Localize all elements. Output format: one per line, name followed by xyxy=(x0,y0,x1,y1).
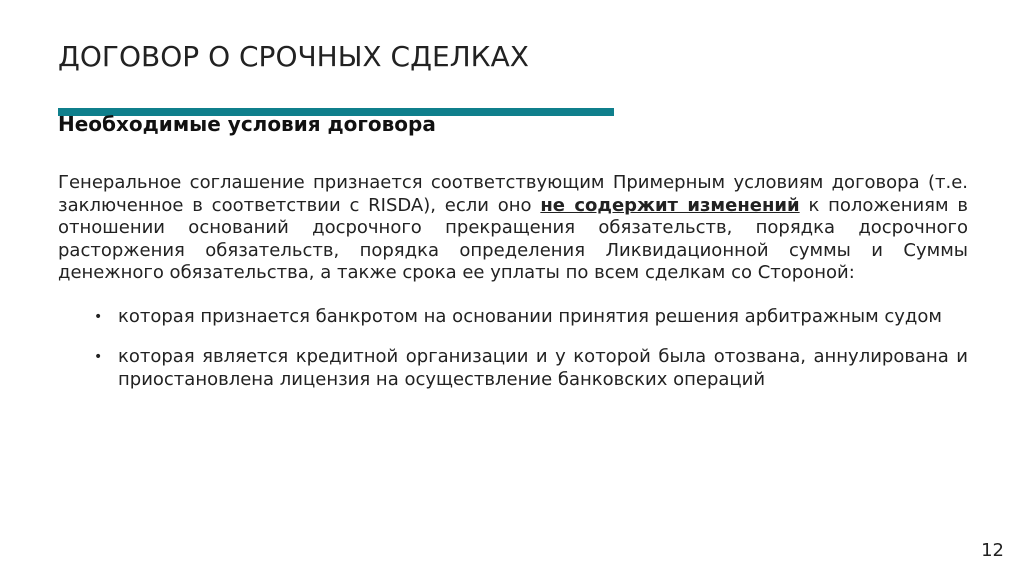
page-number: 12 xyxy=(981,540,1004,561)
bullet-item xyxy=(58,306,968,329)
bullet-text: которая признается банкротом на основании принятия решения арбитражным судом xyxy=(118,305,942,327)
bullet-text: которая является кредитной организации и у которой была отозвана, аннулирована и приостановлена лицензия на осуществление банковских операций xyxy=(118,346,968,390)
paragraph-text-after: к положениям в отношении оснований досрочного прекращения обязательств, порядка досрочного расторжения обязательств, порядка определения Ликвидационной суммы и Суммы денежного обязательства, а также срока ее уплаты по всем сделкам со Стороной: xyxy=(58,194,968,283)
slide-title: ДОГОВОР О СРОЧНЫХ СДЕЛКАХ xyxy=(58,40,529,73)
paragraph-text-before: Генеральное соглашение признается соответствующим Примерным условиям договора (т.е. заключенное в соответствии с RISDA), если оно xyxy=(58,172,968,216)
bullet-item xyxy=(58,346,968,391)
slide-subtitle: Необходимые условия договора xyxy=(58,112,436,136)
main-paragraph xyxy=(58,172,968,285)
slide-body xyxy=(58,172,968,409)
paragraph-emphasis: не содержит изменений xyxy=(540,194,800,216)
bullet-icon: • xyxy=(94,308,103,325)
bullet-list xyxy=(58,306,968,392)
bullet-icon: • xyxy=(94,349,103,365)
